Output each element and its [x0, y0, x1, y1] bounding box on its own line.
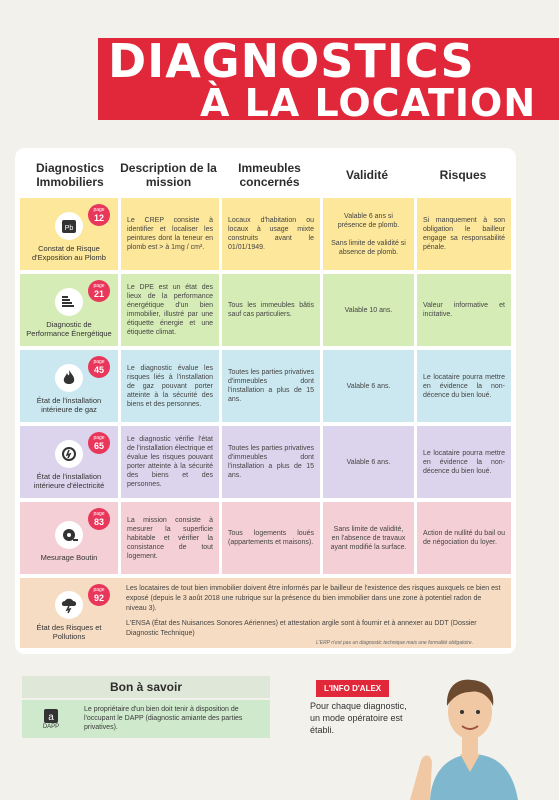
svg-text:Pb: Pb — [64, 225, 74, 232]
description-cell: Le CREP consiste à identifier et localiser les peintures dont la teneur en plomb est > à 1mg / cm². — [118, 198, 219, 270]
table-row — [20, 350, 511, 422]
page-badge: page 45 — [88, 356, 110, 378]
storm-cloud-icon — [55, 591, 83, 619]
header-risks: Risques — [439, 168, 487, 182]
risks-cell: Action de nullité du bail ou de négociation du loyer. — [414, 502, 511, 574]
diagnostic-name-cell — [20, 502, 118, 574]
erp-footnote: L'ERP n'est pas un diagnostic technique mais une formalité obligatoire. — [316, 640, 474, 646]
bon-a-savoir-title: Bon à savoir — [22, 676, 270, 698]
lead-paint-icon — [55, 212, 83, 240]
buildings-cell: Locaux d'habitation ou locaux à usage mixte construits avant le 01/01/1949. — [219, 198, 320, 270]
validity-cell: Valable 6 ans. — [320, 426, 414, 498]
diagnostic-label: État des Risques et Pollutions — [36, 623, 102, 641]
diagnostic-label: Constat de Risque d'Exposition au Plomb — [32, 244, 106, 262]
description-cell: Le diagnostic vérifie l'état de l'installation électrique et évalue les risques pouvant porter atteinte à la sécurité des biens et des personnes. — [118, 426, 219, 498]
table-header — [22, 154, 512, 196]
validity-cell: Valable 6 ans si présence de plomb. Sans limite de validité si absence de plomb. — [320, 198, 414, 270]
table-row-erp — [20, 578, 511, 648]
buildings-cell: Tous les immeubles bâtis sauf cas particuliers. — [219, 274, 320, 346]
validity-cell: Valable 6 ans. — [320, 350, 414, 422]
alex-avatar-illustration — [400, 654, 540, 800]
risks-cell: Si manquement à son obligation le bailleur engage sa responsabilité pénale. — [414, 198, 511, 270]
energy-label-icon — [55, 288, 83, 316]
diagnostic-label: Mesurage Boutin — [40, 552, 98, 562]
risks-cell: Le locataire pourra mettre en évidence la non-décence du bien loué. — [414, 350, 511, 422]
bon-a-savoir-body — [22, 700, 270, 738]
diagnostic-name-cell — [20, 274, 118, 346]
validity-cell: Valable 10 ans. — [320, 274, 414, 346]
page-badge: page 65 — [88, 432, 110, 454]
buildings-cell: Toutes les parties privatives d'immeubles dont l'installation a plus de 15 ans. — [219, 426, 320, 498]
diagnostic-name-cell — [20, 426, 118, 498]
erp-text-1: Les locataires de tout bien immobilier doivent être informés par le bailleur de l'existence des risques auxquels ce bien est exposé (depuis le 3 août 2018 une rubrique sur la présence du bien immobilier dans une zone à potentiel radon de niveau 3). — [126, 585, 501, 612]
asbestos-icon — [43, 708, 59, 724]
buildings-cell: Tous logements loués (appartements et maisons). — [219, 502, 320, 574]
page-title: DIAGNOSTICS — [108, 34, 475, 88]
table-row — [20, 274, 511, 346]
header-description: Description de la mission — [120, 161, 217, 189]
diagnostic-name-cell — [20, 578, 118, 648]
dapp-label: DAPP — [42, 724, 60, 730]
page-badge: page 83 — [88, 508, 110, 530]
info-alex-tag: L'INFO D'ALEX — [316, 680, 389, 697]
description-cell: Le diagnostic évalue les risques liés à l'installation de gaz pouvant porter atteinte à la sécurité des biens et des personnes. — [118, 350, 219, 422]
gas-flame-icon — [55, 364, 83, 392]
svg-text:a: a — [48, 712, 54, 723]
diagnostic-label: Diagnostic de Performance Énergétique — [26, 320, 112, 338]
page-badge: page 12 — [88, 204, 110, 226]
diagnostic-name-cell — [20, 350, 118, 422]
buildings-cell: Toutes les parties privatives d'immeubles dont l'installation a plus de 15 ans. — [219, 350, 320, 422]
erp-description-cell — [118, 578, 511, 648]
bon-a-savoir-text: Le propriétaire d'un bien doit tenir à disposition de l'occupant le DAPP (diagnostic amiante des parties privatives). — [84, 706, 243, 731]
table-row — [20, 502, 511, 574]
validity-cell: Sans limite de validité, en l'absence de travaux ayant modifié la surface. — [320, 502, 414, 574]
risks-cell: Le locataire pourra mettre en évidence la non-décence du bien loué. — [414, 426, 511, 498]
dapp-icon-block — [22, 700, 80, 738]
diagnostic-label: État de l'installation intérieure de gaz — [36, 396, 102, 414]
erp-text-2: L'ENSA (État des Nuisances Sonores Aériennes) et attestation argile sont à fournir et à annexer au DDT (Dossier Diagnostic Technique) — [126, 620, 477, 637]
bon-a-savoir-box — [22, 676, 270, 740]
electric-plug-icon — [55, 440, 83, 468]
page-badge: page 92 — [88, 584, 110, 606]
risks-cell: Valeur informative et incitative. — [414, 274, 511, 346]
description-cell: Le DPE est un état des lieux de la performance énergétique d'un bien immobilier, illustré par une étiquette énergie et une étiquette climat. — [118, 274, 219, 346]
info-alex-text: Pour chaque diagnostic, un mode opératoire est établi. — [310, 701, 407, 735]
page-badge: page 21 — [88, 280, 110, 302]
diagnostic-label: État de l'installation intérieure d'électricité — [33, 472, 105, 490]
table-row — [20, 426, 511, 498]
measuring-tape-icon — [55, 521, 83, 549]
description-cell: La mission consiste à mesurer la superficie habitable et vérifier la consistance de tout logement. — [118, 502, 219, 574]
diagnostic-name-cell — [20, 198, 118, 270]
header-validity: Validité — [345, 168, 389, 182]
header-buildings: Immeubles concernés — [238, 161, 301, 189]
page-subtitle: À LA LOCATION — [200, 81, 537, 125]
header-diagnostics: Diagnostics Immobiliers — [35, 161, 104, 189]
table-row — [20, 198, 511, 270]
